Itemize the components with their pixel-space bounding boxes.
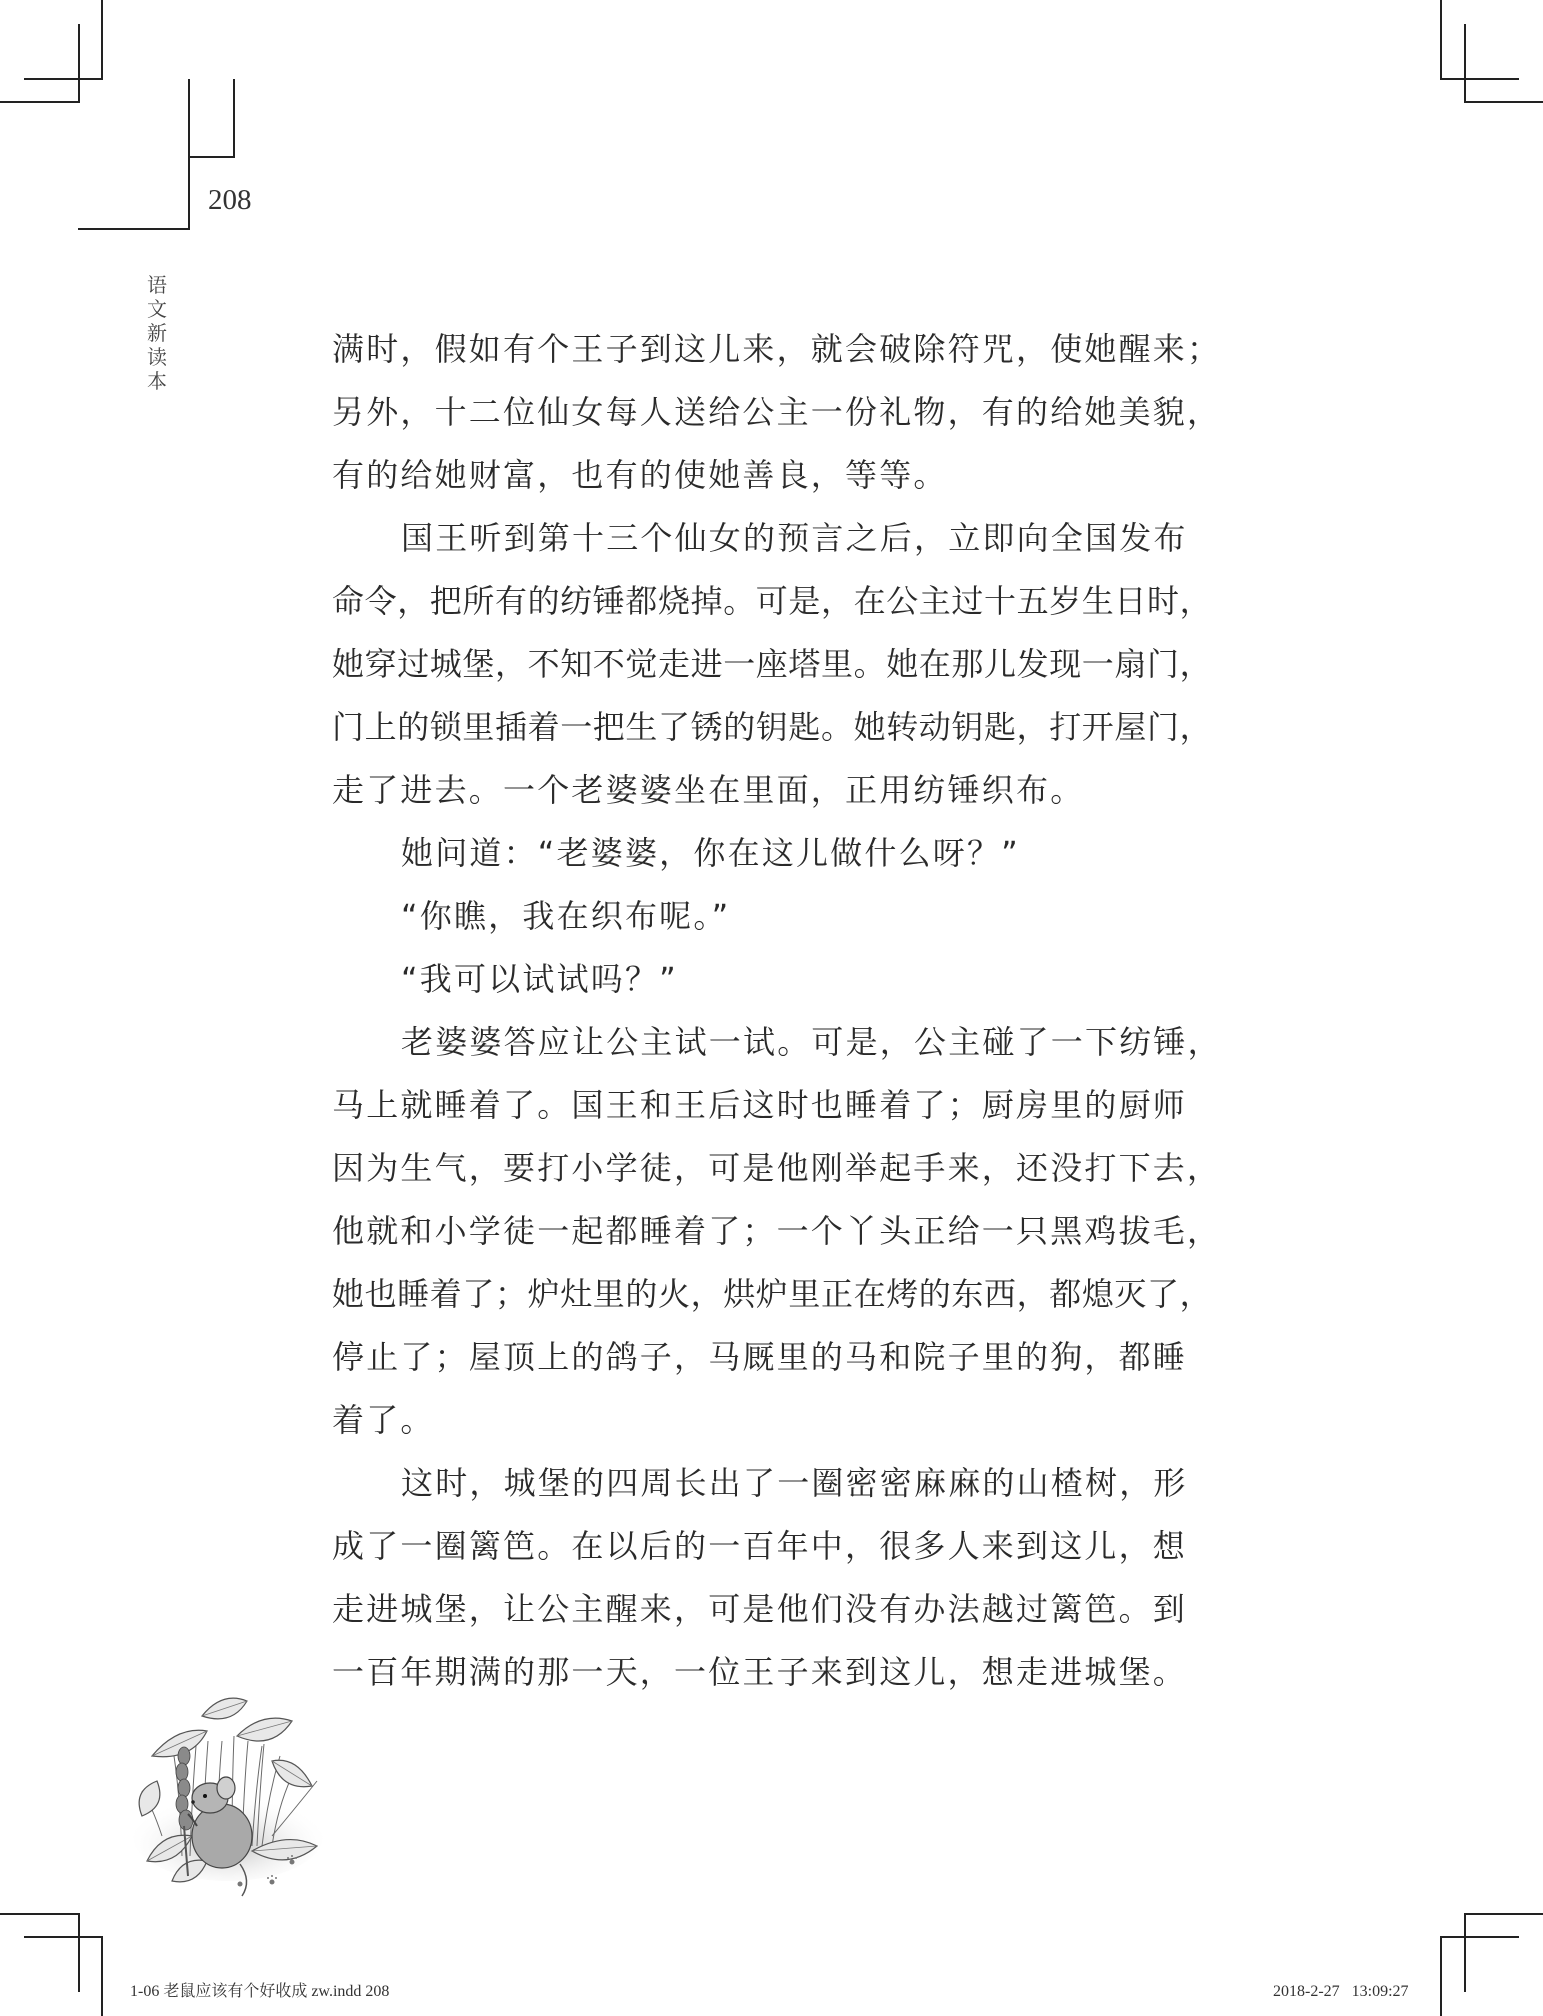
crop-mark-bottom-right — [1464, 1913, 1543, 1915]
crop-mark-top-left — [101, 0, 103, 79]
crop-mark-bottom-right — [1464, 1913, 1466, 1992]
crop-mark-top-right — [1440, 0, 1442, 79]
running-title-char: 文 — [147, 297, 167, 321]
text-line: 他就和小学徒一起都睡着了；一个丫头正给一只黑鸡拔毛， — [332, 1212, 1222, 1250]
footer-timestamp: 2018-2-27 13:09:27 — [1273, 1983, 1409, 2000]
corner-mark-page — [188, 79, 190, 230]
mouse-with-wheat-sketch-icon — [122, 1686, 334, 1901]
crop-mark-top-right — [1464, 101, 1543, 103]
text-line: 门上的锁里插着一把生了锈的钥匙。她转动钥匙，打开屋门， — [332, 708, 1213, 746]
text-line: 走了进去。一个老婆婆坐在里面，正用纺锤织布。 — [332, 771, 1085, 809]
dialogue-line: “我可以试试吗？” — [401, 960, 678, 998]
text-line: 她穿过城堡，不知不觉走进一座塔里。她在那儿发现一扇门， — [332, 645, 1213, 683]
paragraph-start-line: 这时，城堡的四周长出了一圈密密麻麻的山楂树，形 — [401, 1464, 1188, 1502]
crop-mark-top-right — [1464, 24, 1466, 103]
text-line: 因为生气，要打小学徒，可是他刚举起手来，还没打下去， — [332, 1149, 1222, 1187]
paragraph-start-line: 国王听到第十三个仙女的预言之后，立即向全国发布 — [401, 519, 1188, 557]
crop-mark-bottom-left — [78, 1913, 80, 1992]
dialogue-line: “你瞧，我在织布呢。” — [401, 897, 731, 935]
text-line: 停止了；屋顶上的鸽子，马厩里的马和院子里的狗，都睡 — [332, 1338, 1188, 1376]
text-line: 有的给她财富，也有的使她善良，等等。 — [332, 456, 948, 494]
crop-mark-bottom-left — [0, 1913, 79, 1915]
corner-mark-page — [233, 79, 235, 158]
crop-mark-bottom-right — [1440, 1936, 1442, 2016]
running-title-char: 读 — [147, 345, 167, 369]
dialogue-line: 她问道：“老婆婆，你在这儿做什么呀？” — [401, 834, 1020, 872]
text-line: 另外，十二位仙女每人送给公主一份礼物，有的给她美貌， — [332, 393, 1222, 431]
corner-mark-page — [188, 156, 235, 158]
text-line: 成了一圈篱笆。在以后的一百年中，很多人来到这儿，想 — [332, 1527, 1188, 1565]
paragraph-start-line: 老婆婆答应让公主试一试。可是，公主碰了一下纺锤， — [401, 1023, 1222, 1061]
crop-mark-bottom-left — [101, 1936, 103, 2016]
text-line: 命令，把所有的纺锤都烧掉。可是，在公主过十五岁生日时， — [332, 582, 1213, 620]
running-title-char: 本 — [147, 369, 167, 393]
text-line: 她也睡着了；炉灶里的火，烘炉里正在烤的东西，都熄灭了， — [332, 1275, 1213, 1313]
text-line: 着了。 — [332, 1401, 435, 1439]
text-line: 满时，假如有个王子到这儿来，就会破除符咒，使她醒来； — [332, 330, 1222, 368]
page-number: 208 — [208, 184, 252, 216]
text-line: 马上就睡着了。国王和王后这时也睡着了；厨房里的厨师 — [332, 1086, 1188, 1124]
crop-mark-bottom-left — [24, 1936, 103, 1938]
corner-mark-page — [78, 228, 190, 230]
text-line: 一百年期满的那一天，一位王子来到这儿，想走进城堡。 — [332, 1653, 1188, 1691]
footer-file-info: 1-06 老鼠应该有个好收成 zw.indd 208 — [130, 1983, 390, 2000]
running-title — [145, 273, 169, 393]
crop-mark-bottom-right — [1440, 1936, 1519, 1938]
text-line: 走进城堡，让公主醒来，可是他们没有办法越过篱笆。到 — [332, 1590, 1188, 1628]
crop-mark-top-left — [0, 101, 79, 103]
crop-mark-top-left — [24, 78, 103, 80]
mouse-illustration — [122, 1686, 334, 1901]
running-title-char: 新 — [147, 321, 167, 345]
crop-mark-top-left — [78, 24, 80, 103]
running-title-char: 语 — [147, 273, 167, 297]
crop-mark-top-right — [1440, 78, 1519, 80]
